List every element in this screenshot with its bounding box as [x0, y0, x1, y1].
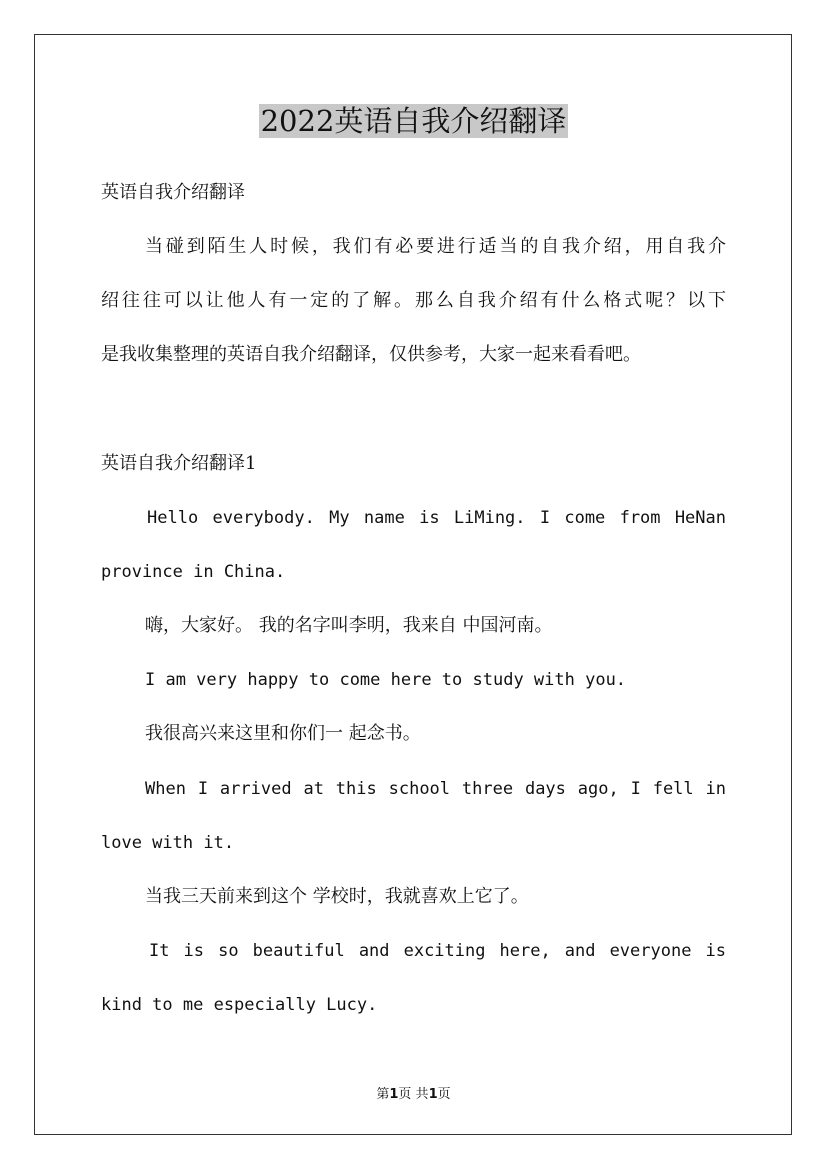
paragraph-line: I am very happy to come here to study with you. — [145, 670, 627, 690]
document-title-wrap — [0, 100, 827, 142]
page-total: 1 — [428, 1087, 438, 1102]
page-label-mid: 页 共 — [398, 1087, 429, 1102]
paragraph-line: province in China. — [101, 562, 286, 582]
page-number: 1 — [389, 1087, 399, 1102]
page-label-prefix: 第 — [376, 1087, 390, 1102]
paragraph-line: 嗨，大家好。 我的名字叫李明，我来自 中国河南。 — [145, 615, 553, 636]
page-label-suffix: 页 — [437, 1087, 451, 1102]
intro-line-2: 绍往往可以让他人有一定的了解。那么自我介绍有什么格式呢？以下 — [101, 290, 726, 311]
paragraph-line: When I arrived at this school three days ago, I fell in — [145, 779, 726, 799]
document-subtitle: 英语自我介绍翻译 — [101, 182, 245, 203]
document-title: 2022英语自我介绍翻译 — [260, 104, 567, 138]
paragraph-line: 我很高兴来这里和你们一 起念书。 — [145, 723, 421, 744]
intro-line-3: 是我收集整理的英语自我介绍翻译，仅供参考，大家一起来看看吧。 — [101, 344, 641, 365]
page-footer — [0, 1083, 827, 1102]
intro-line-1: 当碰到陌生人时候，我们有必要进行适当的自我介绍，用自我介 — [145, 236, 726, 257]
section-heading: 英语自我介绍翻译1 — [101, 453, 257, 474]
paragraph-line: love with it. — [101, 833, 235, 853]
paragraph-line: Hello everybody. My name is LiMing. I come from HeNan — [147, 508, 726, 528]
paragraph-line: kind to me especially Lucy. — [101, 995, 378, 1015]
paragraph-line: 当我三天前来到这个 学校时，我就喜欢上它了。 — [145, 886, 529, 907]
paragraph-line: It is so beautiful and exciting here, and everyone is — [149, 941, 726, 961]
